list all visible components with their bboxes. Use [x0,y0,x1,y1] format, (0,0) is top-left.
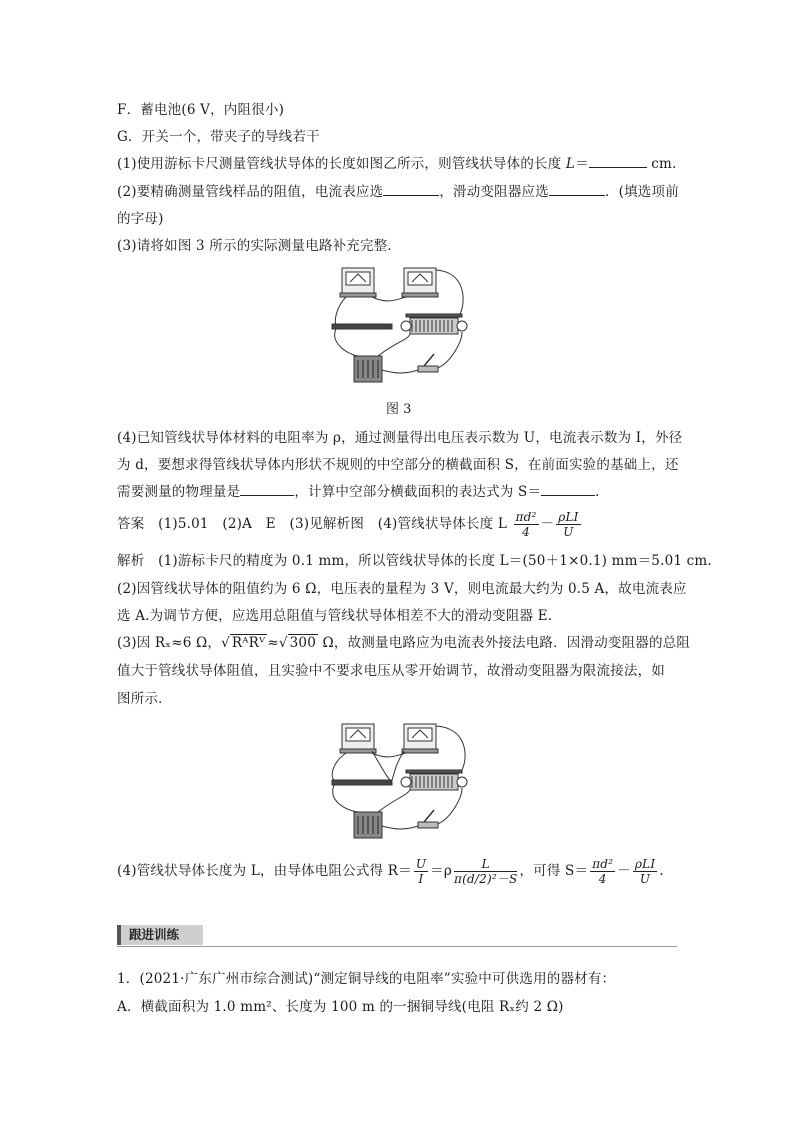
analysis-7-frac-l: $\frac{L}{\text{π(d/2)²－S}}$ [454,857,518,886]
q1-var: L [565,156,576,172]
question-3: (3)请将如图 3 所示的实际测量电路补充完整． [117,238,402,254]
analysis-4-e: Ω，故测量电路应为电流表外接法电路．因滑动变阻器的总阻 [318,635,691,651]
question-4-line1: (4)已知管线状导体材料的电阻率为 ρ，通过测量得出电压表示数为 U，电流表示数为 I，外径 [117,430,683,446]
q1-eq: ＝ [575,156,589,172]
answer-line [117,510,583,539]
analysis-4-sqrt1: RᴬRⱽ [231,635,266,651]
q2-text-c: ．(填选项前 [604,184,679,200]
analysis-4-approx: ≈ [267,635,279,651]
problem-1-option-a: A．横截面积为 1.0 mm²、长度为 100 m 的一捆铜导线(电阻 Rₓ约 2 Ω) [117,999,564,1015]
q2-blank-ammeter[interactable] [383,181,439,196]
question-4-line2: 为 d，要想求得管线状导体内形状不规则的中空部分的横截面积 S，在前面实验的基础上，还 [117,457,679,473]
analysis-7-frac-1: $\frac{\text{πd²}}{4}$ [592,857,614,886]
analysis-7-b: ＝ρ [430,863,453,879]
q1-unit: cm. [646,156,677,172]
analysis-7-end: . [659,863,664,879]
analysis-2: (2)因管线状导体的阻值约为 6 Ω，电压表的量程为 3 V，则电流最大约为 0.5 A，故电流表应 [117,581,687,597]
analysis-7-frac-2: $\frac{\text{ρLI}}{U}$ [634,857,656,886]
analysis-7 [117,857,664,886]
circuit-figure-completed [326,718,476,848]
answer-minus: － [540,516,555,532]
analysis-6: 图所示． [117,691,172,707]
q4-text-a: 需要测量的物理量是 [117,484,241,500]
figure-caption: 图 3 [386,402,412,417]
item-g: G．开关一个，带夹子的导线若干 [117,129,320,145]
analysis-7-c: ，可得 S＝ [519,863,589,879]
analysis-4: (3)因 Rₓ≈6 Ω，√ RᴬRⱽ ≈√ 300 Ω，故测量电路应为电流表外接法电路．因滑动变阻器的总阻 [117,635,691,651]
analysis-7-frac-ui: $\frac{U}{I}$ [415,857,427,886]
question-2-cont: 的字母) [117,211,164,227]
analysis-5: 值大于管线状导体阻值，且实验中不要求电压从零开始调节，故滑动变阻器为限流接法，如 [117,663,665,679]
analysis-1: 解析 (1)游标卡尺的精度为 0.1 mm，所以管线状导体的长度 L＝(50＋1×0.1) mm＝5.01 cm. [117,553,712,569]
q4-blank-quantity[interactable] [240,481,294,496]
q4-text-b: ，计算中空部分横截面积的表达式为 S＝ [294,484,542,500]
circuit-figure-3 [326,262,476,392]
analysis-3: 选 A.为调节方便，应选用总阻值与管线状导体相差不大的滑动变阻器 E. [117,608,553,624]
q2-text-b: ，滑动变阻器应选 [439,184,549,200]
q4-blank-expression[interactable] [541,481,595,496]
question-4-line3 [117,480,609,500]
q2-text-a: (2)要精确测量管线样品的阻值，电流表应选 [117,184,384,200]
answer-text: 答案 (1)5.01 (2)A E (3)见解析图 (4)管线状导体长度 L [117,516,508,532]
question-1 [117,152,677,172]
problem-1: 1．(2021·广东广州市综合测试)“测定铜导线的电阻率”实验中可供选用的器材有： [117,971,616,987]
analysis-4-a: (3)因 Rₓ≈6 Ω， [117,635,222,651]
section-divider [117,946,677,947]
analysis-7-minus: － [617,863,631,879]
item-f: F．蓄电池(6 V，内阻很小) [117,102,285,118]
answer-fraction-1: $\frac{\text{πd²}}{4}$ [515,510,537,539]
analysis-4-sqrt2: 300 [289,635,317,651]
q4-text-c: ． [595,484,609,500]
q1-text: (1)使用游标卡尺测量管线状导体的长度如图乙所示，则管线状导体的长度 [117,156,566,172]
section-heading: 跟进训练 [117,925,203,945]
question-2 [117,180,679,200]
answer-fraction-2: $\frac{\text{ρLI}}{U}$ [558,510,579,539]
q1-answer-blank[interactable] [589,153,647,168]
analysis-7-a: (4)管线状导体长度为 L，由导体电阻公式得 R＝ [117,863,412,879]
q2-blank-rheostat[interactable] [549,181,605,196]
